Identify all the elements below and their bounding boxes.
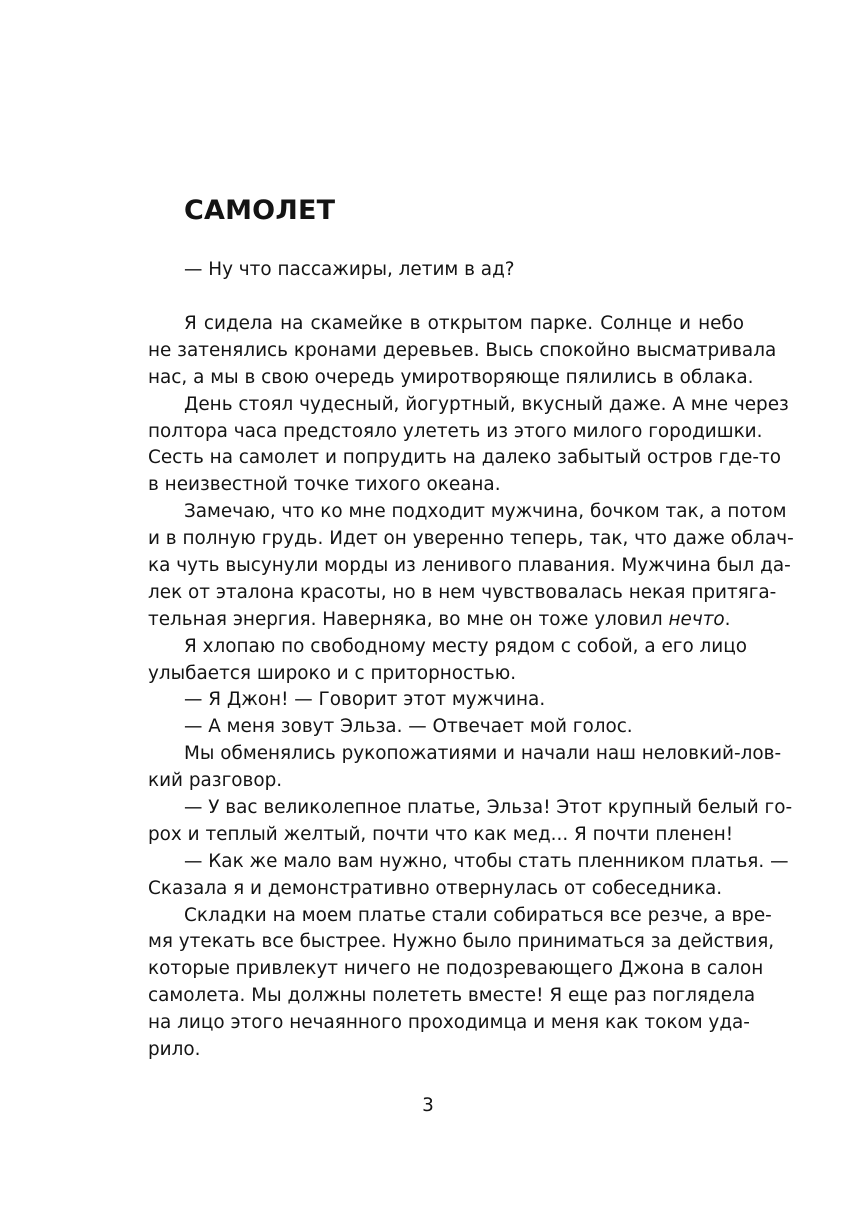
text-line <box>148 1037 744 1064</box>
text-line-content: лек от эталона красоты, но в нем чувствовалась некая притяга- <box>148 581 777 603</box>
text-line-content: Я хлопаю по свободному месту рядом с собой, а его лицо <box>184 635 748 657</box>
text-line <box>148 311 744 338</box>
text-line-content: Замечаю, что ко мне подходит мужчина, бочком так, а потом <box>184 501 787 523</box>
text-line-content: Сесть на самолет и попрудить на далеко забытый остров где-то <box>148 447 781 469</box>
text-line <box>148 661 744 688</box>
text-line <box>148 419 763 446</box>
text-line <box>148 553 791 580</box>
text-line-content: Складки на моем платье стали собираться все резче, а вре- <box>184 904 772 926</box>
text-line-content: нас, а мы в свою очередь умиротворяюще пялились в облака. <box>148 366 754 388</box>
text-line <box>148 526 794 553</box>
text-line-content: и в полную грудь. Идет он уверенно теперь, так, что даже облач- <box>148 528 794 550</box>
epigraph: — Ну что пассажиры, летим в ад? <box>184 259 515 280</box>
text-line-content: — У вас великолепное платье, Эльза! Этот крупный белый го- <box>184 797 793 819</box>
text-line <box>148 795 793 822</box>
italic-word: нечто <box>668 608 725 630</box>
chapter-title: САМОЛЕТ <box>184 195 336 226</box>
text-line-content: — Я Джон! — Говорит этот мужчина. <box>184 689 546 711</box>
text-line-suffix: . <box>724 608 731 630</box>
text-line-content: полтора часа предстояло улететь из этого милого городишки. <box>148 420 763 442</box>
text-line <box>148 338 777 365</box>
text-line <box>148 876 744 903</box>
text-line <box>148 445 781 472</box>
text-line <box>148 983 756 1010</box>
text-line <box>148 1010 750 1037</box>
text-line-content: мя утекать все быстрее. Нужно было приниматься за действия, <box>148 931 775 953</box>
text-line-content: — Как же мало вам нужно, чтобы стать пленником платья. — <box>184 850 789 872</box>
text-line <box>148 634 748 661</box>
text-line-content: улыбается широко и с приторностью. <box>148 662 517 684</box>
text-line <box>148 687 744 714</box>
text-line <box>148 741 782 768</box>
text-line-content: Сказала я и демонстративно отвернулась от собеседника. <box>148 877 723 899</box>
text-line-content: рило. <box>148 1039 201 1061</box>
text-line <box>148 768 744 795</box>
text-line <box>148 472 744 499</box>
text-line-content: на лицо этого нечаянного проходимца и меня как током уда- <box>148 1012 750 1034</box>
text-line <box>148 822 744 849</box>
text-line-content: ка чуть высунули морды из ленивого плавания. Мужчина был да- <box>148 555 791 577</box>
text-line <box>148 365 754 392</box>
text-line-content: Я сидела на скамейке в открытом парке. Солнце и небо <box>184 313 744 334</box>
text-line-content: которые привлекут ничего не подозревающего Джона в салон <box>148 958 764 980</box>
text-line-content: не затенялись кронами деревьев. Высь спокойно высматривала <box>148 339 777 361</box>
page-number: 3 <box>422 1095 434 1116</box>
text-line-content: — А меня зовут Эльза. — Отвечает мой голос. <box>184 716 633 738</box>
text-line <box>148 607 744 634</box>
text-line <box>148 499 787 526</box>
text-line <box>148 929 775 956</box>
text-line-content: в неизвестной точке тихого океана. <box>148 474 501 496</box>
text-line-content: самолета. Мы должны полететь вместе! Я еще раз поглядела <box>148 985 756 1007</box>
text-line <box>148 956 764 983</box>
text-line-content: кий разговор. <box>148 770 283 792</box>
text-line <box>148 714 744 741</box>
text-line <box>148 903 772 930</box>
text-line <box>148 849 789 876</box>
body-text <box>148 311 794 1064</box>
text-line-content: День стоял чудесный, йогуртный, вкусный даже. А мне через <box>184 393 789 415</box>
text-line-content: тельная энергия. Наверняка, во мне он тоже уловил <box>148 608 669 630</box>
text-line-content: рох и теплый желтый, почти что как мед... Я почти пленен! <box>148 823 734 845</box>
text-line <box>148 392 789 419</box>
text-line-content: Мы обменялись рукопожатиями и начали наш неловкий-лов- <box>184 743 782 765</box>
text-line <box>148 580 777 607</box>
